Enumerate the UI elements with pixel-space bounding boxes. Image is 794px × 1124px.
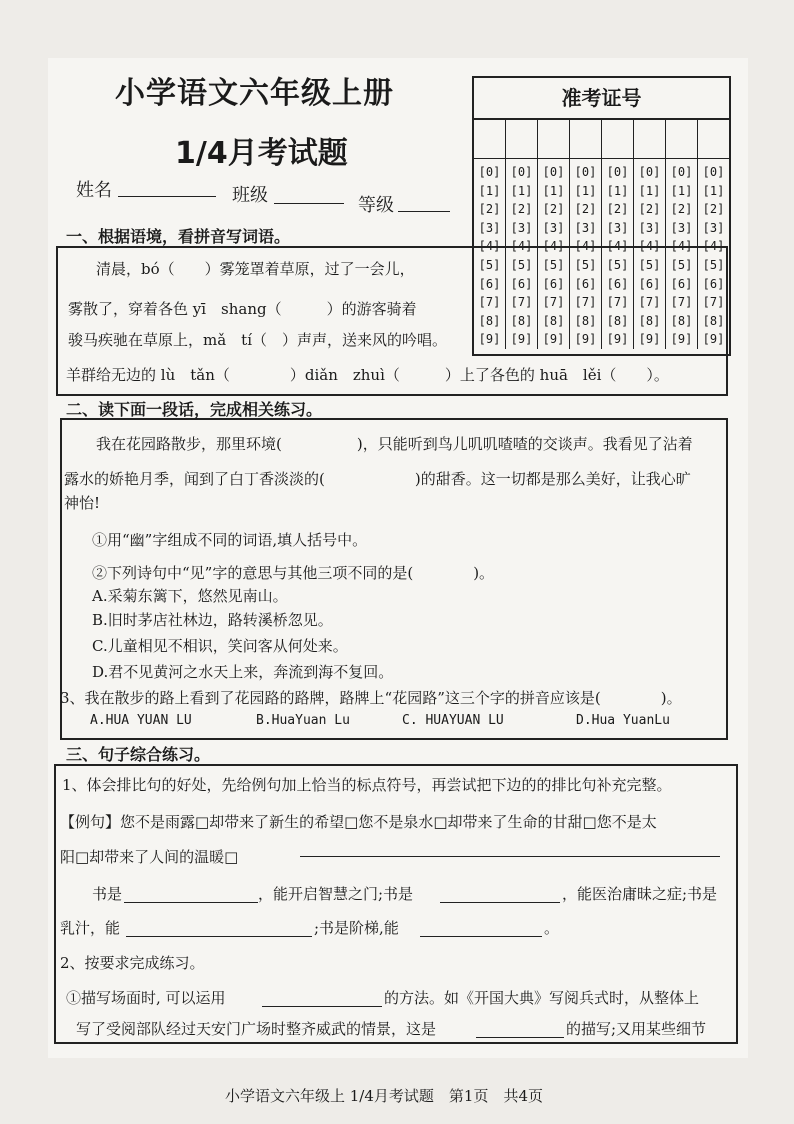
s3-question-2: 2、按要求完成练习。 [60, 954, 205, 972]
s2-option-a: A.HUA YUAN LU [90, 713, 192, 728]
exam-digit-bubble[interactable]: [1] [574, 183, 597, 198]
exam-digit-bubble[interactable]: [6] [638, 276, 661, 291]
exam-digit-bubble[interactable]: [6] [702, 276, 725, 291]
s3-example-line-1: 【例句】您不是雨露□却带来了新生的希望□您不是泉水□却带来了生命的甘甜□您不是太 [60, 813, 657, 831]
exam-digit-bubble[interactable]: [8] [606, 313, 629, 328]
exam-digit-bubble[interactable]: [5] [574, 257, 597, 272]
exam-digit-bubble[interactable]: [4] [542, 239, 565, 254]
exam-digit-bubble[interactable]: [3] [542, 220, 565, 235]
s3-line-1: 1、体会排比句的好处，先给例句加上恰当的标点符号，再尝试把下边的的排比句补充完整。 [62, 776, 672, 794]
exam-digit-bubble[interactable]: [4] [606, 239, 629, 254]
exam-digit-bubble[interactable]: [2] [606, 202, 629, 217]
s1-line-2: 雾散了，穿着各色 yī shang（ ）的游客骑着 [68, 300, 417, 318]
exam-digit-bubble[interactable]: [7] [574, 295, 597, 310]
exam-digit-bubble[interactable]: [1] [542, 183, 565, 198]
exam-digit-bubble[interactable]: [0] [702, 165, 725, 179]
exam-digit-bubble[interactable]: [9] [542, 332, 565, 347]
exam-digit-bubble[interactable]: [7] [478, 295, 501, 310]
exam-digit-bubble[interactable]: [4] [478, 239, 501, 254]
s3-blank-4[interactable] [420, 918, 542, 937]
exam-digit-bubble[interactable]: [8] [702, 313, 725, 328]
s3-q2-label-2: 的方法。如《开国大典》写阅兵式时，从整体上 [384, 989, 700, 1007]
exam-digit-bubble[interactable]: [2] [638, 202, 661, 217]
section-3-heading: 三、句子综合练习。 [66, 745, 211, 764]
s2-choice-c: C.儿童相见不相识，笑问客从何处来。 [92, 637, 348, 655]
grade-field[interactable] [398, 193, 450, 212]
exam-digit-bubble[interactable]: [9] [638, 332, 661, 347]
exam-digit-bubble[interactable]: [4] [670, 239, 693, 254]
exam-digit-bubble[interactable]: [9] [510, 332, 533, 347]
s2-para-line-1: 我在花园路散步，那里环境( )，只能听到鸟儿叽叽喳喳的交谈声。我看见了沾着 [96, 435, 693, 453]
exam-digit-bubble[interactable]: [3] [670, 220, 693, 235]
exam-digit-bubble[interactable]: [3] [510, 220, 533, 235]
exam-digit-bubble[interactable]: [3] [638, 220, 661, 235]
exam-digit-bubble[interactable]: [5] [510, 257, 533, 272]
exam-digit-bubble[interactable]: [6] [478, 276, 501, 291]
exam-digit-bubble[interactable]: [7] [510, 295, 533, 310]
exam-digit-bubble[interactable]: [8] [638, 313, 661, 328]
s3-blank-5[interactable] [262, 988, 382, 1007]
s3-example-rule [300, 856, 720, 857]
exam-digit-bubble[interactable]: [9] [574, 332, 597, 347]
class-field[interactable] [274, 183, 344, 204]
exam-digit-bubble[interactable]: [3] [478, 220, 501, 235]
name-label: 姓名 [76, 180, 112, 201]
exam-digit-bubble[interactable]: [7] [542, 295, 565, 310]
exam-digit-bubble[interactable]: [4] [702, 239, 725, 254]
s2-option-b: B.HuaYuan Lu [256, 713, 350, 728]
s3-blank-6[interactable] [476, 1019, 564, 1038]
exam-digit-bubble[interactable]: [2] [510, 202, 533, 217]
exam-digit-bubble[interactable]: [8] [510, 313, 533, 328]
s1-line-3: 骏马疾驰在草原上，mǎ tí（ ）声声，送来风的吟唱。 [68, 331, 447, 349]
grade-label: 等级 [358, 195, 394, 216]
s2-para-line-2: 露水的娇艳月季，闻到了白丁香淡淡的( )的甜香。这一切都是那么美好，让我心旷 [64, 470, 691, 488]
section-2-heading: 二、读下面一段话，完成相关练习。 [66, 400, 323, 419]
exam-digit-bubble[interactable]: [2] [542, 202, 565, 217]
s3-blank-1[interactable] [124, 884, 258, 903]
exam-digit-bubble[interactable]: [3] [606, 220, 629, 235]
s3-q2-label-3: 写了受阅部队经过天安门广场时整齐威武的情景，这是 [76, 1020, 437, 1038]
s2-option-c: C. HUAYUAN LU [402, 713, 504, 728]
exam-digit-bubble[interactable]: [0] [638, 165, 661, 179]
exam-digit-bubble[interactable]: [5] [478, 257, 501, 272]
s2-question-2: ②下列诗句中“见”字的意思与其他三项不同的是( )。 [92, 564, 495, 582]
s3-book-label-6: 。 [544, 919, 560, 937]
exam-digit-bubble[interactable]: [6] [670, 276, 693, 291]
exam-digit-bubble[interactable]: [9] [670, 332, 693, 347]
name-field[interactable] [118, 176, 216, 197]
exam-digit-bubble[interactable]: [0] [670, 165, 693, 179]
exam-digit-bubble[interactable]: [0] [478, 165, 501, 179]
exam-digit-bubble[interactable]: [8] [478, 313, 501, 328]
page-title: 小学语文六年级上册 [115, 76, 394, 111]
s3-blank-2[interactable] [440, 884, 560, 903]
s3-book-label-1: 书是 [92, 885, 123, 903]
s3-book-label-2: ，能开启智慧之门;书是 [258, 885, 414, 903]
exam-digit-bubble[interactable]: [2] [702, 202, 725, 217]
exam-digit-bubble[interactable]: [2] [478, 202, 501, 217]
page-footer: 小学语文六年级上 1/4月考试题 第1页 共4页 [225, 1087, 543, 1105]
exam-digit-bubble[interactable]: [5] [702, 257, 725, 272]
exam-digit-bubble[interactable]: [1] [510, 183, 533, 198]
exam-digit-bubble[interactable]: [7] [606, 295, 629, 310]
exam-digit-bubble[interactable]: [0] [542, 165, 565, 179]
exam-digit-bubble[interactable]: [8] [542, 313, 565, 328]
exam-digit-bubble[interactable]: [1] [478, 183, 501, 198]
exam-digit-bubble[interactable]: [6] [510, 276, 533, 291]
exam-digit-bubble[interactable]: [5] [606, 257, 629, 272]
exam-digit-bubble[interactable]: [9] [478, 332, 501, 347]
s2-choice-b: B.旧时茅店社林边，路转溪桥忽见。 [92, 611, 333, 629]
exam-digit-bubble[interactable]: [2] [574, 202, 597, 217]
s2-para-line-3: 神怡! [64, 494, 101, 512]
exam-digit-bubble[interactable]: [5] [638, 257, 661, 272]
exam-digit-bubble[interactable]: [2] [670, 202, 693, 217]
exam-digit-bubble[interactable]: [6] [542, 276, 565, 291]
exam-digit-bubble[interactable]: [1] [702, 183, 725, 198]
exam-number-write-row[interactable] [474, 118, 729, 159]
s3-book-label-5: ;书是阶梯,能 [314, 919, 399, 937]
exam-digit-bubble[interactable]: [9] [606, 332, 629, 347]
s3-q2-label-1: ①描写场面时, 可以运用 [66, 989, 226, 1007]
s3-q2-label-4: 的描写;又用某些细节 [566, 1020, 707, 1038]
s1-line-4: 羊群给无边的 lù tǎn（ ）diǎn zhuì（ ）上了各色的 huā lěi（ ）。 [66, 366, 669, 384]
exam-digit-bubble[interactable]: [1] [606, 183, 629, 198]
exam-digit-bubble[interactable]: [5] [542, 257, 565, 272]
s2-option-d: D.Hua YuanLu [576, 713, 670, 728]
exam-digit-bubble[interactable]: [4] [638, 239, 661, 254]
s2-question-3: 3、我在散步的路上看到了花园路的路牌，路牌上“花园路”这三个字的拼音应该是( )。 [60, 689, 682, 707]
exam-digit-bubble[interactable]: [9] [702, 332, 725, 347]
exam-digit-bubble[interactable]: [3] [702, 220, 725, 235]
s2-choice-a: A.采菊东篱下，悠然见南山。 [92, 587, 288, 605]
exam-digit-bubble[interactable]: [4] [510, 239, 533, 254]
s2-choice-d: D.君不见黄河之水天上来，奔流到海不复回。 [92, 663, 394, 681]
exam-digit-bubble[interactable]: [0] [606, 165, 629, 179]
exam-digit-bubble[interactable]: [4] [574, 239, 597, 254]
exam-digit-bubble[interactable]: [0] [574, 165, 597, 179]
s3-book-label-4: 乳汁，能 [60, 919, 121, 937]
s1-line-1: 清晨，bó（ ）雾笼罩着草原，过了一会儿， [96, 260, 415, 278]
exam-number-title: 准考证号 [474, 78, 729, 120]
exam-digit-bubble[interactable]: [6] [606, 276, 629, 291]
exam-digit-bubble[interactable]: [8] [670, 313, 693, 328]
s3-example-line-2: 阳□却带来了人间的温暖□ [60, 848, 239, 866]
class-label: 班级 [232, 185, 268, 206]
section-1-heading: 一、根据语境，看拼音写词语。 [66, 227, 291, 246]
s3-blank-3[interactable] [126, 918, 312, 937]
exam-digit-bubble[interactable]: [5] [670, 257, 693, 272]
exam-digit-bubble[interactable]: [7] [638, 295, 661, 310]
exam-digit-bubble[interactable]: [6] [574, 276, 597, 291]
exam-digit-bubble[interactable]: [7] [670, 295, 693, 310]
page-subtitle: 1/4月考试题 [175, 136, 348, 171]
exam-digit-bubble[interactable]: [3] [574, 220, 597, 235]
s2-question-1: ①用“幽”字组成不同的词语,填人括号中。 [92, 531, 368, 549]
s3-book-label-3: ，能医治庸昧之症;书是 [562, 885, 718, 903]
exam-digit-bubble[interactable]: [1] [670, 183, 693, 198]
exam-digit-bubble[interactable]: [1] [638, 183, 661, 198]
exam-digit-bubble[interactable]: [0] [510, 165, 533, 179]
exam-digit-bubble[interactable]: [8] [574, 313, 597, 328]
exam-digit-bubble[interactable]: [7] [702, 295, 725, 310]
